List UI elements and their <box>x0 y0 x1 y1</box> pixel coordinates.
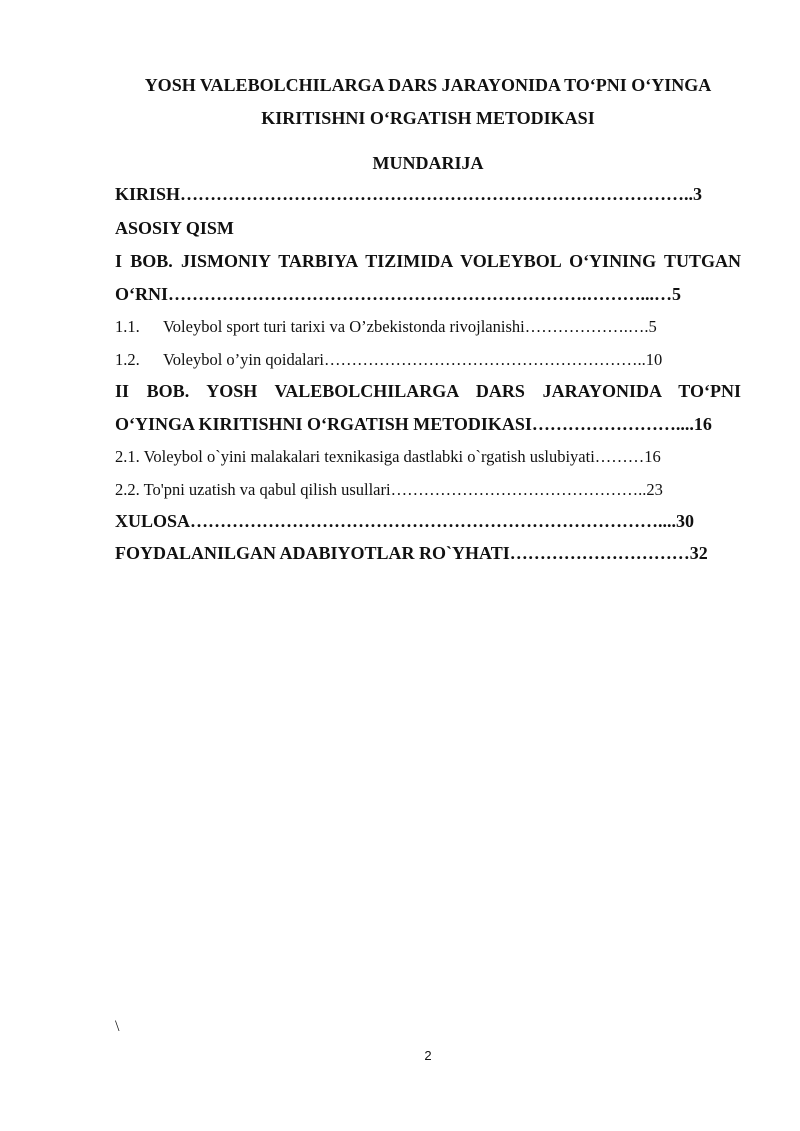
toc-entry-adabiyotlar: FOYDALANILGAN ADABIYOTLAR RO`YHATI…………………………32 <box>115 543 708 563</box>
page-number: 2 <box>424 1048 432 1063</box>
document-title-line-2: KIRITISHNI O‘RGATISH METODIKASI <box>261 108 595 128</box>
toc-entry-section-2-1: 2.1. Voleybol o`yini malakalari texnikasiga dastlabki o`rgatish uslubiyati………16 <box>115 447 661 466</box>
stray-backslash: \ <box>115 1018 120 1035</box>
toc-entry-chapter-1-line-2: O‘RNI…………………………………………………………….………...…5 <box>115 284 681 304</box>
toc-entry-section-1-1 <box>115 317 741 337</box>
toc-entry-section-1-2 <box>115 350 741 370</box>
toc-entry-chapter-1-line-1: I BOB. JISMONIY TARBIYA TIZIMIDA VOLEYBOL O‘YINING TUTGAN <box>115 251 741 271</box>
toc-entry-section-2-2: 2.2. To'pni uzatish va qabul qilish usullari………………………………………..23 <box>115 480 663 499</box>
section-number: 1.2. <box>115 350 140 369</box>
contents-heading: MUNDARIJA <box>372 153 484 173</box>
toc-entry-chapter-2-line-2: O‘YINGA KIRITISHNI O‘RGATISH METODIKASI……………………....16 <box>115 414 712 434</box>
toc-entry-kirish: KIRISH…………………………………………………………………………..3 <box>115 184 703 204</box>
section-number: 1.1. <box>115 317 140 336</box>
document-title-line-1: YOSH VALEBOLCHILARGA DARS JARAYONIDA TO‘PNI O‘YINGA <box>144 75 712 95</box>
toc-entry-xulosa: XULOSA……………………………………………………………………....30 <box>115 511 695 531</box>
section-title: Voleybol sport turi tarixi va O’zbekistonda rivojlanishi……………….….5 <box>163 317 657 336</box>
section-title: Voleybol o’yin qoidalari…………………………………………………..10 <box>163 350 663 369</box>
toc-entry-asosiy-qism: ASOSIY QISM <box>115 218 234 238</box>
toc-entry-chapter-2-line-1: II BOB. YOSH VALEBOLCHILARGA DARS JARAYONIDA TO‘PNI <box>115 381 741 401</box>
